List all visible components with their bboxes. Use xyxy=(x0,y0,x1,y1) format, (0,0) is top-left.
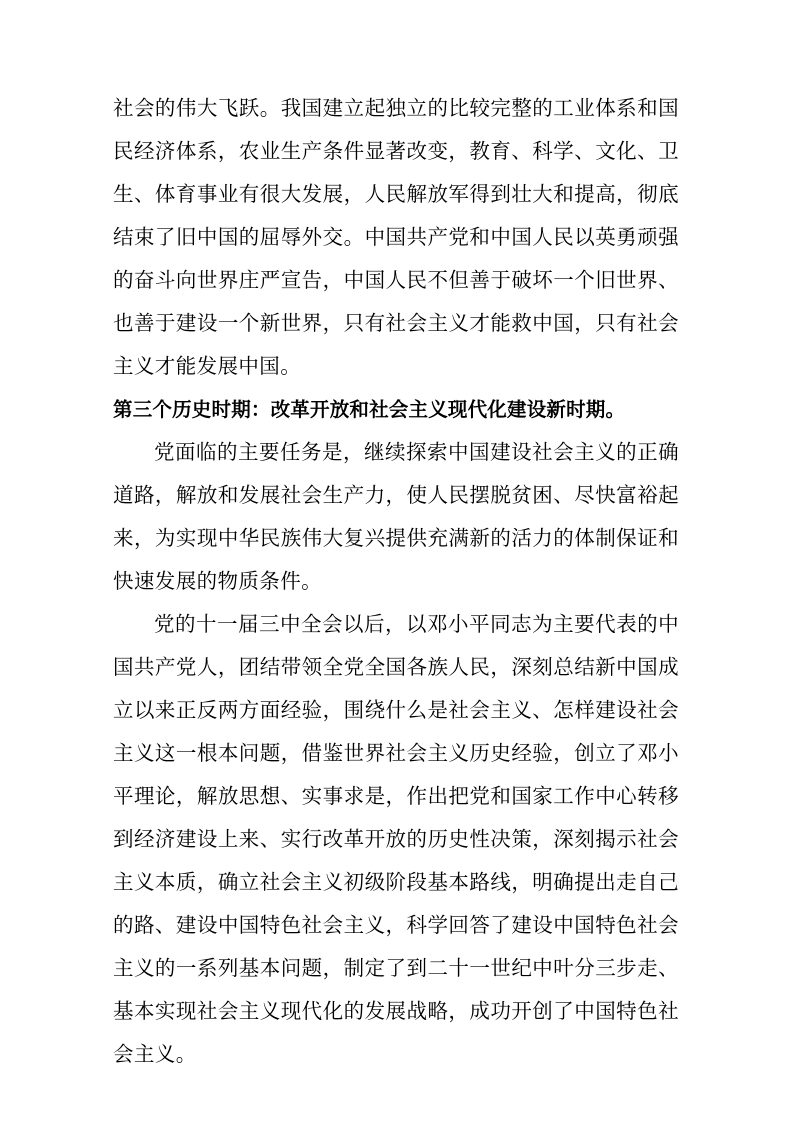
paragraph-third-plenary-session: 党的十一届三中全会以后，以邓小平同志为主要代表的中国共产党人，团结带领全党全国各族人民，深刻总结新中国成立以来正反两方面经验，围绕什么是社会主义、怎样建设社会主义这一根本问题，借鉴世界社会主义历史经验，创立了邓小平理论，解放思想、实事求是，作出把党和国家工作中心转移到经济建设上来、实行改革开放的历史性决策，深刻揭示社会主义本质，确立社会主义初级阶段基本路线，明确提出走自己的路、建设中国特色社会主义，科学回答了建设中国特色社会主义的一系列基本问题，制定了到二十一世纪中叶分三步走、基本实现社会主义现代化的发展战略，成功开创了中国特色社会主义。 xyxy=(113,614,679,1066)
page-content xyxy=(113,88,679,1077)
paragraph-main-tasks: 党面临的主要任务是，继续探索中国建设社会主义的正确道路，解放和发展社会生产力，使人民摆脱贫困、尽快富裕起来，为实现中华民族伟大复兴提供充满新的活力的体制保证和快速发展的物质条件。 xyxy=(113,442,679,593)
section-heading-third-period: 第三个历史时期：改革开放和社会主义现代化建设新时期。 xyxy=(113,399,626,421)
paragraph-continuation: 社会的伟大飞跃。我国建立起独立的比较完整的工业体系和国民经济体系，农业生产条件显著改变，教育、科学、文化、卫生、体育事业有很大发展，人民解放军得到壮大和提高，彻底结束了旧中国的屈辱外交。中国共产党和中国人民以英勇顽强的奋斗向世界庄严宣告，中国人民不但善于破坏一个旧世界、也善于建设一个新世界，只有社会主义才能救中国，只有社会主义才能发展中国。 xyxy=(113,98,679,378)
